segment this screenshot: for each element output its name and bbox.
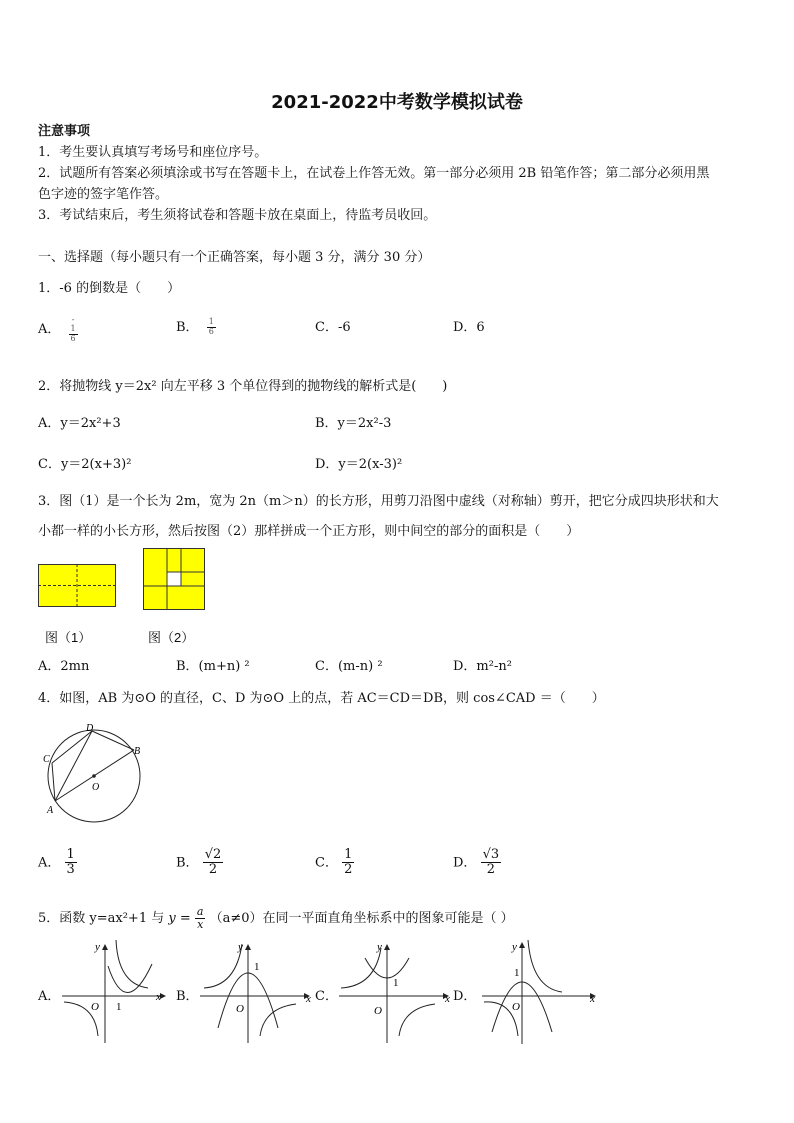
q5-option-c[interactable]: C． bbox=[315, 989, 338, 1004]
denominator: x bbox=[197, 918, 204, 932]
numerator: 1 bbox=[66, 847, 75, 862]
figure-2-square bbox=[143, 548, 205, 610]
numerator: 1 bbox=[208, 317, 214, 327]
y-axis-label: y bbox=[238, 941, 243, 953]
q4-option-c[interactable] bbox=[315, 848, 354, 878]
figure-1-rectangle bbox=[38, 564, 116, 607]
q3-option-c[interactable]: C．(m-n) ² bbox=[315, 659, 383, 674]
denominator: 6 bbox=[70, 333, 76, 343]
q5-graph-a[interactable] bbox=[60, 938, 170, 1048]
point-a-label: A bbox=[47, 805, 54, 816]
option-label: A． bbox=[38, 855, 61, 871]
fraction bbox=[481, 848, 502, 878]
y-axis-label: y bbox=[95, 941, 100, 953]
fraction bbox=[69, 316, 78, 343]
point-c-label: C bbox=[43, 754, 50, 765]
q4-stem: 4．如图，AB 为⊙O 的直径，C、D 为⊙O 上的点，若 AC＝CD＝DB，则 cos∠CAD ＝（ ） bbox=[38, 691, 605, 706]
q4-option-d[interactable] bbox=[453, 848, 501, 878]
notice-heading: 注意事项 bbox=[38, 124, 91, 139]
denominator: 6 bbox=[208, 327, 214, 336]
q5-graph-c[interactable] bbox=[337, 938, 453, 1048]
q4-circle-figure bbox=[38, 718, 148, 823]
point-o-label: O bbox=[92, 782, 100, 793]
x-axis-label: x bbox=[156, 991, 161, 1003]
q3-stem-line1: 3．图（1）是一个长为 2m，宽为 2n（m＞n）的长方形，用剪刀沿图中虚线（对称轴）剪开，把它分成四块形状和大 bbox=[38, 494, 719, 509]
fraction bbox=[195, 906, 206, 931]
point-d-label: D bbox=[86, 723, 94, 734]
origin-label: O bbox=[236, 1003, 244, 1015]
numerator: 1 bbox=[70, 323, 76, 333]
origin-label: O bbox=[512, 1001, 520, 1013]
q4-option-a[interactable] bbox=[38, 848, 77, 878]
tick-one-label: 1 bbox=[254, 961, 260, 973]
notice-item-2-cont: 色字迹的签字笔作答。 bbox=[38, 187, 169, 202]
figure-1-caption: 图（1） bbox=[45, 630, 92, 645]
q3-stem-line2: 小都一样的小长方形，然后按图（2）那样拼成一个正方形，则中间空的部分的面积是（ ） bbox=[38, 524, 580, 539]
stem-y: y = bbox=[168, 911, 191, 927]
q1-option-a[interactable] bbox=[38, 316, 78, 343]
q5-graph-d[interactable] bbox=[478, 936, 602, 1048]
stem-post: （a≠0）在同一平面直角坐标系中的图象可能是（ ） bbox=[209, 911, 514, 927]
q3-option-b[interactable]: B．(m+n) ² bbox=[176, 659, 250, 674]
tick-one-label: 1 bbox=[514, 967, 520, 979]
q3-figures bbox=[38, 548, 218, 616]
option-label: C． bbox=[315, 855, 338, 871]
option-label: D． bbox=[453, 855, 477, 871]
fraction bbox=[65, 848, 77, 878]
q5-graph-b[interactable] bbox=[198, 938, 314, 1048]
notice-item-3: 3．考试结束后，考生须将试卷和答题卡放在桌面上，待监考员收回。 bbox=[38, 208, 437, 223]
q2-option-d[interactable]: D．y＝2(x-3)² bbox=[315, 457, 403, 472]
denominator: 2 bbox=[344, 862, 353, 878]
q5-stem bbox=[38, 906, 514, 931]
q1-stem: 1．-6 的倒数是（ ） bbox=[38, 281, 181, 296]
denominator: 3 bbox=[66, 862, 75, 878]
notice-item-2: 2．试题所有答案必须填涂或书写在答题卡上，在试卷上作答无效。第一部分必须用 2B 铅笔作答；第二部分必须用黑 bbox=[38, 166, 710, 181]
figure-2-caption: 图（2） bbox=[148, 630, 195, 645]
q2-option-a[interactable]: A．y＝2x²+3 bbox=[38, 416, 121, 431]
q1-option-b[interactable] bbox=[176, 316, 216, 337]
notice-item-1: 1．考生要认真填写考场号和座位序号。 bbox=[38, 145, 268, 160]
tick-one-label: 1 bbox=[393, 977, 399, 989]
numerator: √2 bbox=[204, 847, 222, 862]
section-heading: 一、选择题（每小题只有一个正确答案，每小题 3 分，满分 30 分） bbox=[38, 250, 431, 265]
page-title: 2021-2022中考数学模拟试卷 bbox=[271, 92, 523, 113]
origin-label: O bbox=[91, 1001, 99, 1013]
q5-option-d[interactable]: D． bbox=[453, 989, 477, 1004]
x-axis-label: x bbox=[306, 993, 311, 1005]
option-label: A． bbox=[38, 322, 61, 338]
fraction bbox=[207, 318, 216, 337]
stem-pre: 5．函数 y=ax²+1 与 bbox=[38, 911, 165, 927]
x-axis-label: x bbox=[445, 993, 450, 1005]
q2-stem: 2．将抛物线 y＝2x² 向左平移 3 个单位得到的抛物线的解析式是( ) bbox=[38, 379, 448, 394]
option-label: B． bbox=[176, 855, 199, 871]
q1-option-c[interactable]: C．-6 bbox=[315, 320, 351, 335]
numerator: 1 bbox=[344, 847, 353, 862]
y-axis-label: y bbox=[512, 941, 517, 953]
denominator: 2 bbox=[486, 862, 495, 878]
q3-option-d[interactable]: D．m²-n² bbox=[453, 659, 512, 674]
sign: - bbox=[71, 315, 75, 324]
tick-one-label: 1 bbox=[116, 1001, 122, 1013]
q1-option-d[interactable]: D．6 bbox=[453, 320, 485, 335]
q2-option-c[interactable]: C．y＝2(x+3)² bbox=[38, 457, 132, 472]
fraction bbox=[342, 848, 354, 878]
denominator: 2 bbox=[208, 862, 218, 878]
x-axis-label: x bbox=[590, 993, 595, 1005]
point-b-label: B bbox=[134, 746, 141, 757]
numerator: a bbox=[196, 905, 204, 918]
q3-option-a[interactable]: A．2mn bbox=[38, 659, 90, 674]
q4-option-b[interactable] bbox=[176, 848, 223, 878]
origin-label: O bbox=[374, 1005, 382, 1017]
q2-option-b[interactable]: B．y＝2x²-3 bbox=[315, 416, 392, 431]
option-label: B． bbox=[176, 320, 199, 335]
y-axis-label: y bbox=[377, 941, 382, 953]
numerator: √3 bbox=[482, 847, 500, 862]
q5-option-b[interactable]: B． bbox=[176, 989, 199, 1004]
q5-option-a[interactable]: A． bbox=[38, 989, 61, 1004]
fraction bbox=[203, 848, 224, 878]
